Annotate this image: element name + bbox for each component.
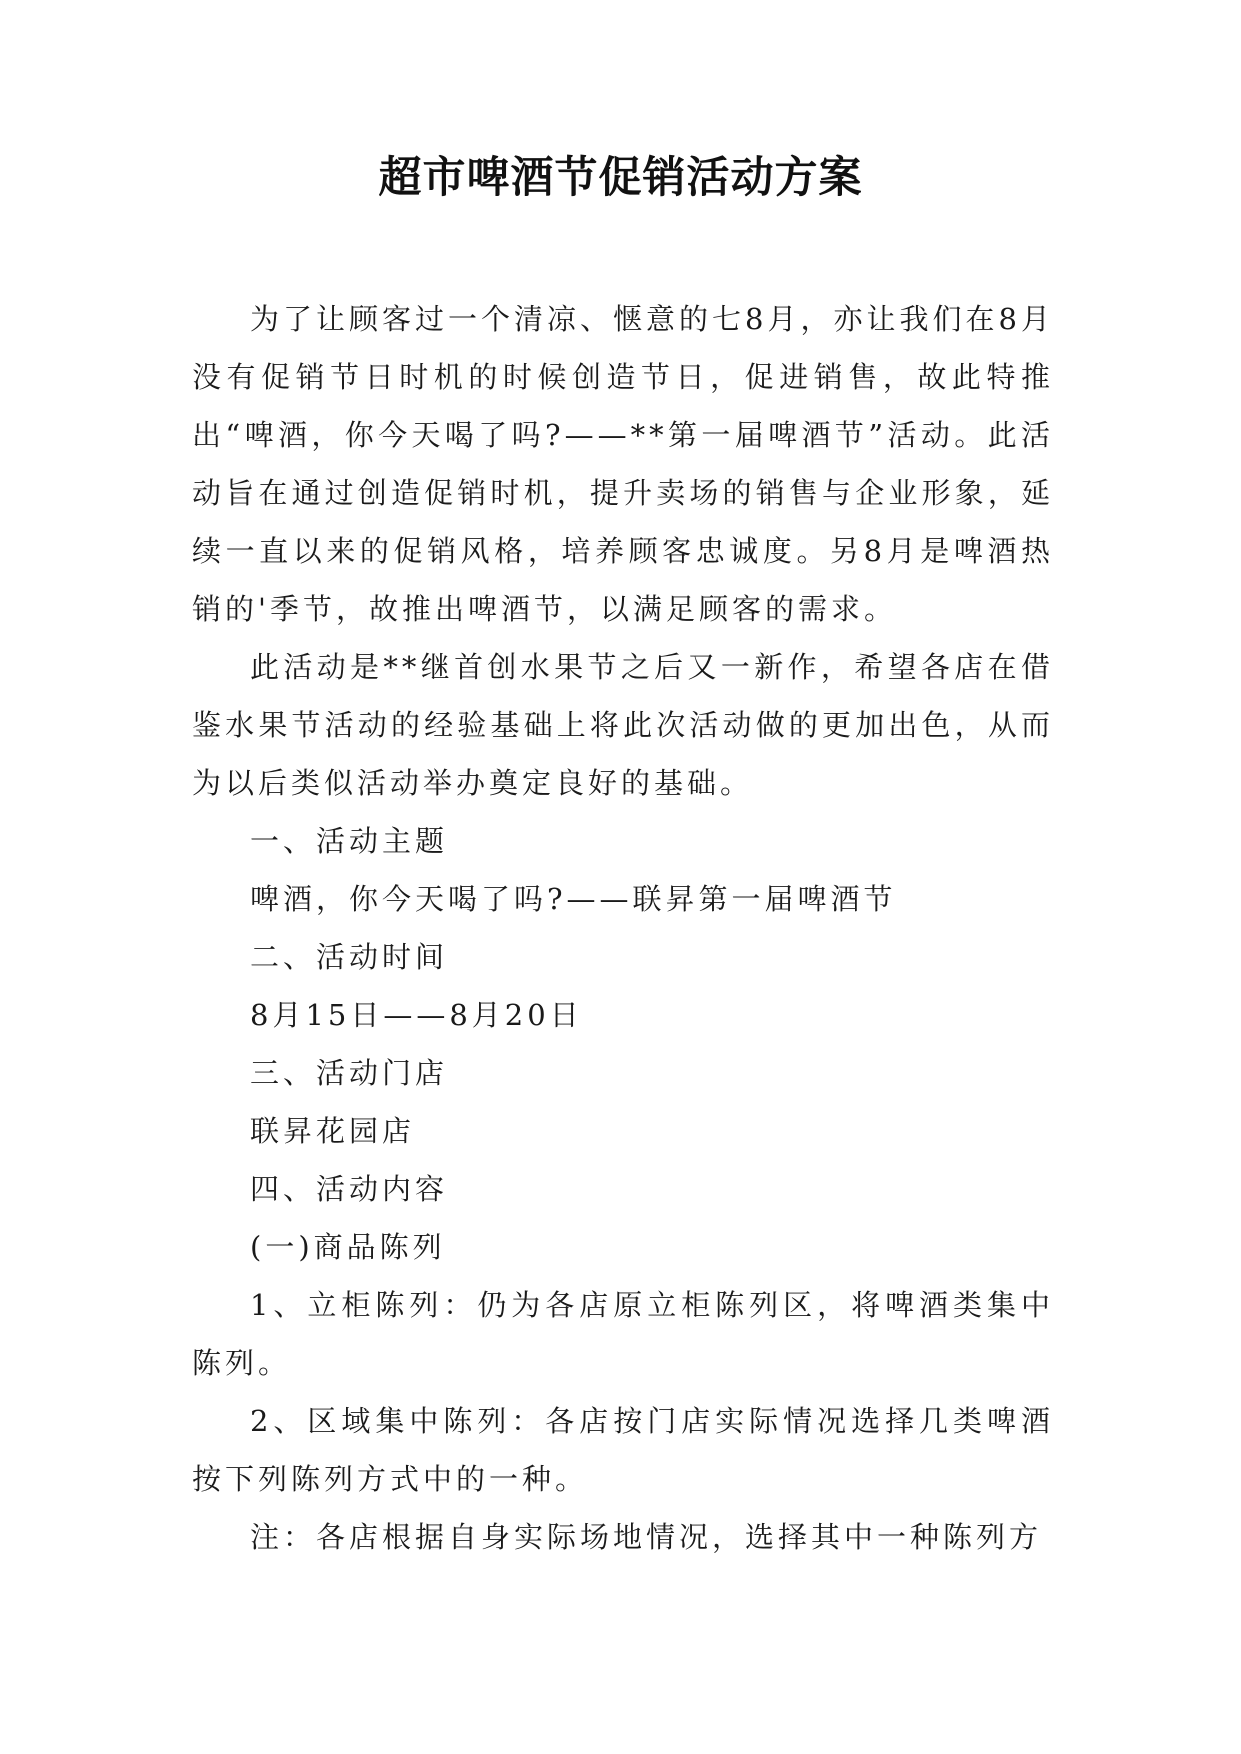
document-title: 超市啤酒节促销活动方案 — [378, 153, 863, 203]
section-heading-theme: 一、活动主题 — [250, 824, 449, 858]
display-item-2: 2、区域集中陈列：各店按门店实际情况选择几类啤酒按下列陈列方式中的一种。 — [192, 1404, 1054, 1496]
display-note: 注：各店根据自身实际场地情况，选择其中一种陈列方 — [250, 1520, 1043, 1554]
display-item-1: 1、立柜陈列：仍为各店原立柜陈列区，将啤酒类集中陈列。 — [192, 1288, 1054, 1380]
section-heading-content: 四、活动内容 — [250, 1172, 449, 1206]
theme-text: 啤酒，你今天喝了吗?——联昇第一届啤酒节 — [250, 882, 897, 916]
intro-paragraph: 为了让顾客过一个清凉、惬意的七8月，亦让我们在8月没有促销节日时机的时候创造节日，促进销售，故此特推出“啤酒，你今天喝了吗?——**第一届啤酒节”活动。此活动旨在通过创造促销时机，提升卖场的销售与企业形象，延续一直以来的促销风格，培养顾客忠诚度。另8月是啤酒热销的'季节，故推出啤酒节，以满足顾客的需求。 — [192, 302, 1054, 626]
section-heading-time: 二、活动时间 — [250, 940, 449, 974]
section-heading-store: 三、活动门店 — [250, 1056, 449, 1090]
store-text: 联昇花园店 — [250, 1114, 416, 1148]
subsection-heading-display: (一)商品陈列 — [250, 1230, 446, 1264]
background-paragraph: 此活动是**继首创水果节之后又一新作，希望各店在借鉴水果节活动的经验基础上将此次活动做的更加出色，从而为以后类似活动举办奠定良好的基础。 — [192, 650, 1054, 800]
time-text: 8月15日——8月20日 — [250, 998, 583, 1032]
document-body — [192, 290, 1054, 1566]
